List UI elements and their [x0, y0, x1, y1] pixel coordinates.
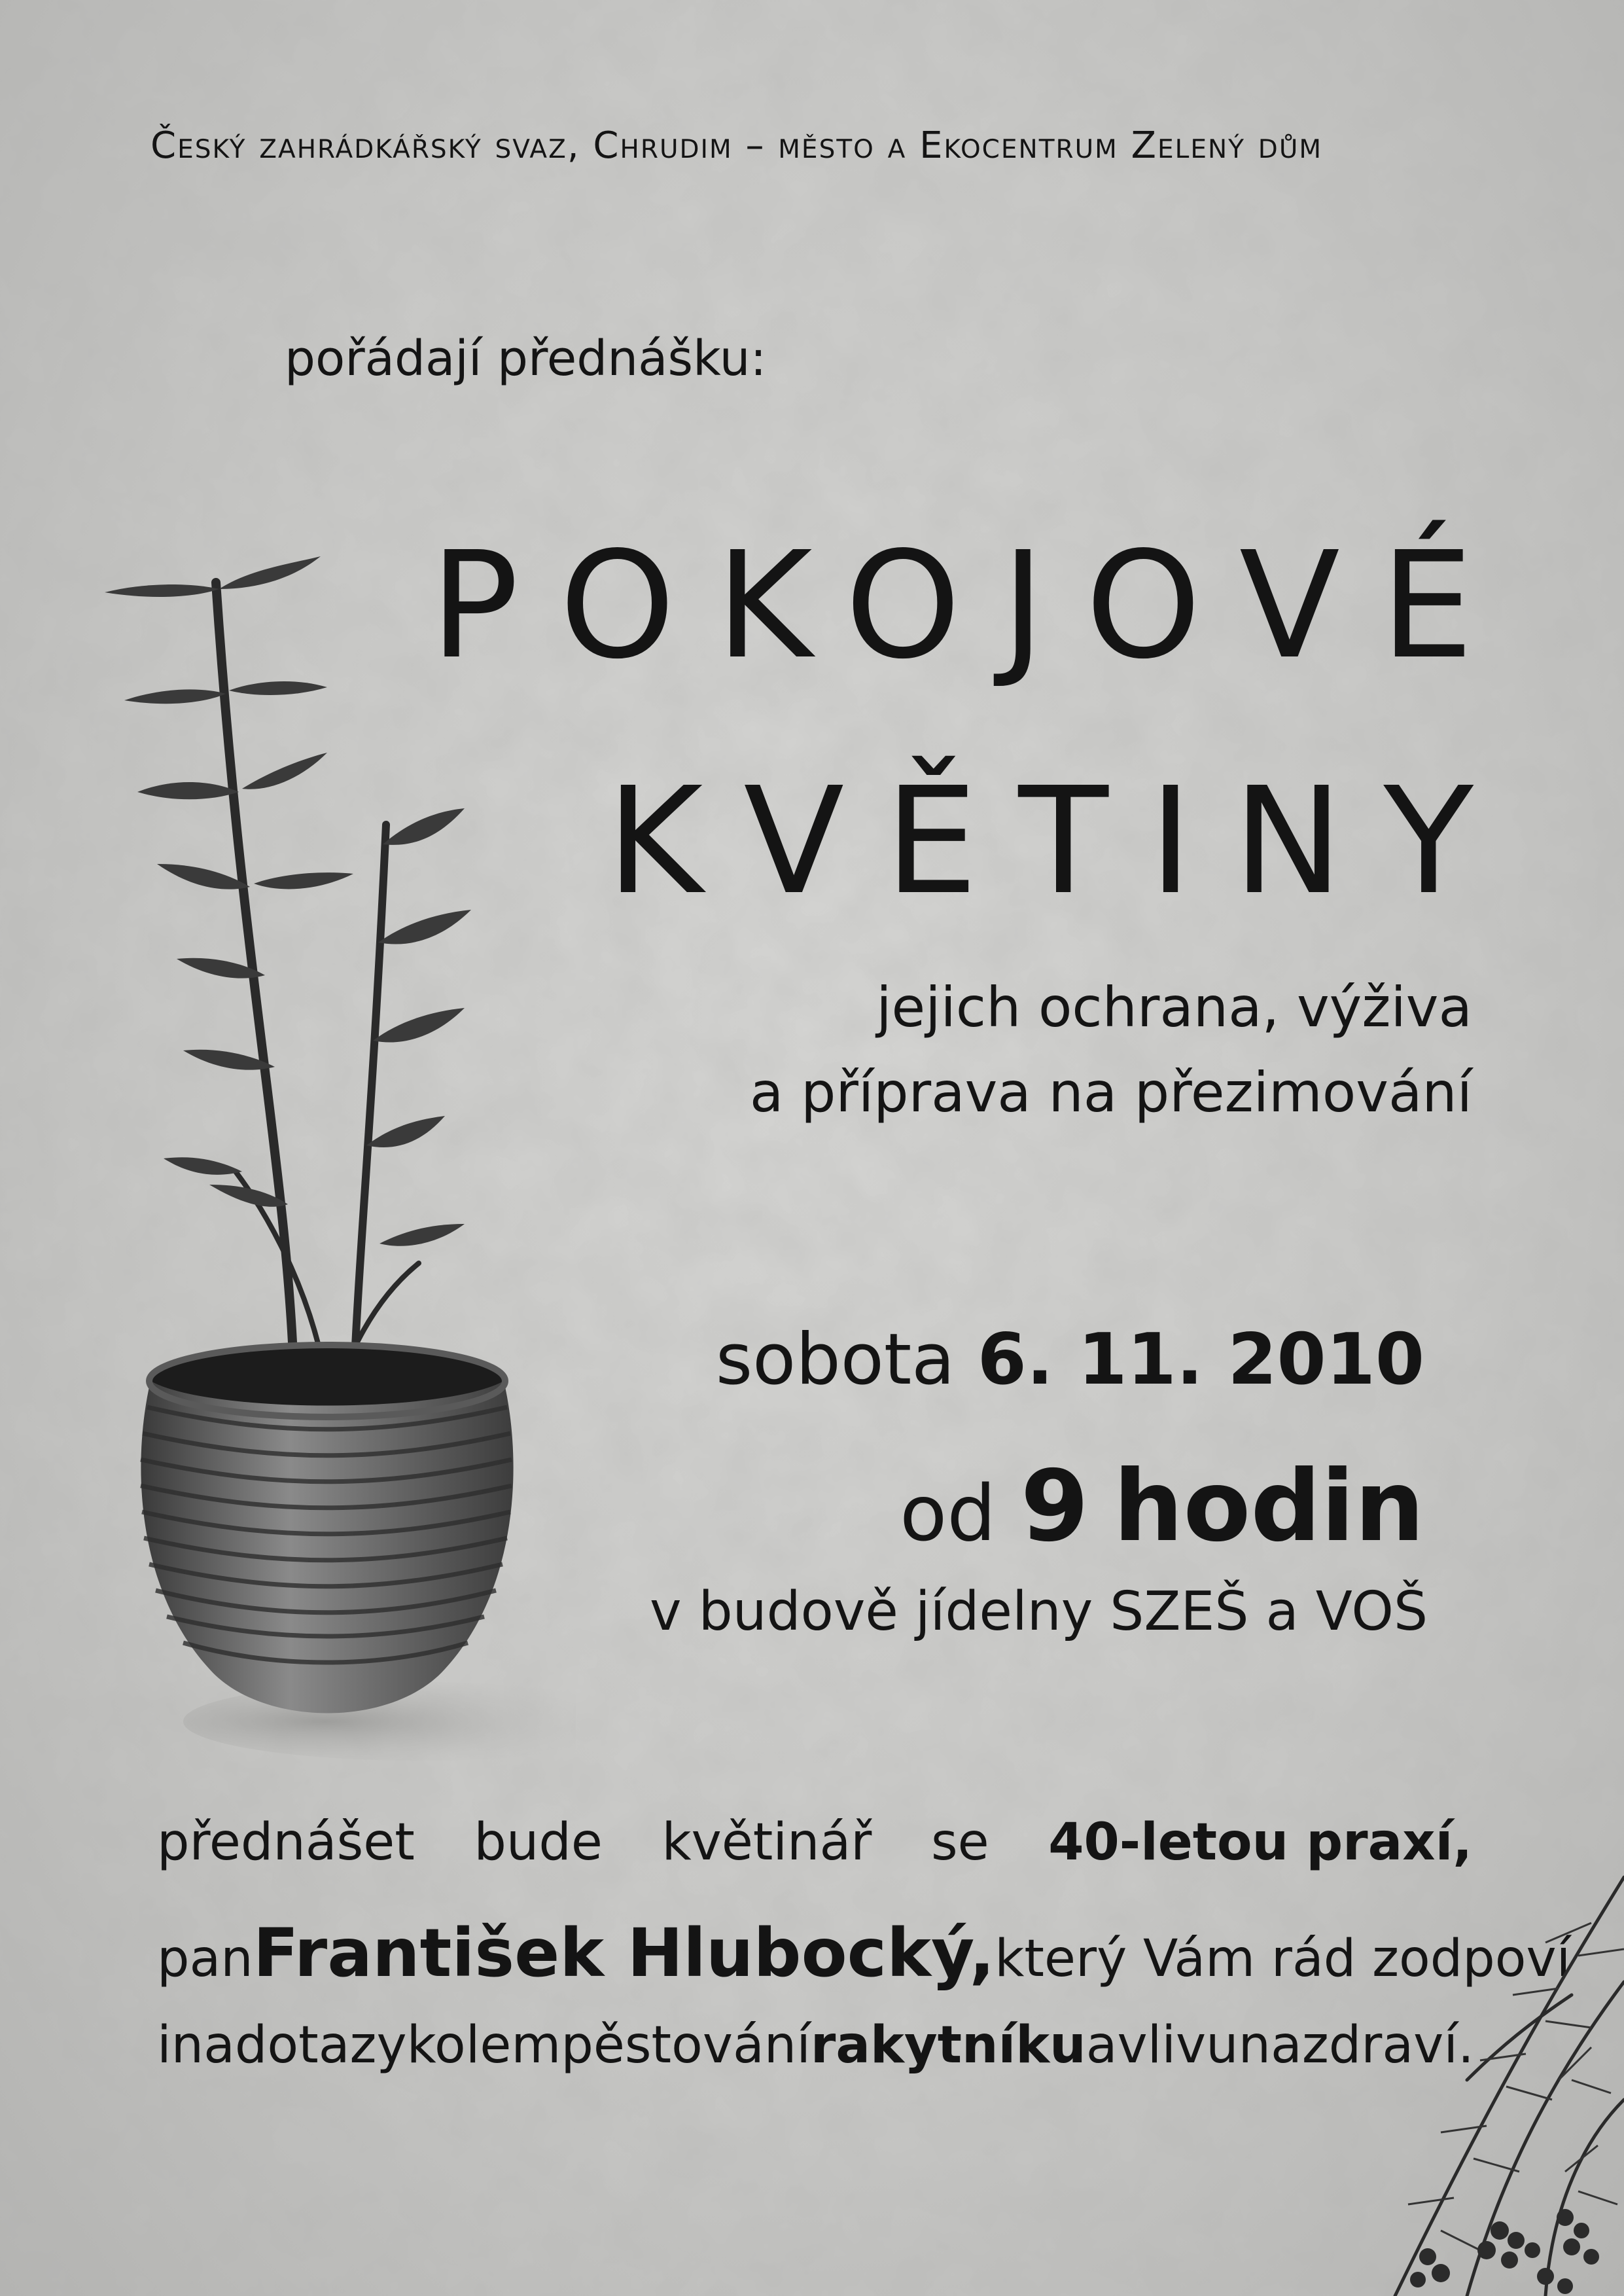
organizers-line: Český zahrádkářský svaz, Chrudim – město a Ekocentrum Zelený dům	[150, 124, 1323, 167]
time-hour: 9	[1020, 1450, 1089, 1564]
word: který Vám rád zodpoví	[995, 1929, 1571, 1988]
lecturer-name: František Hlubocký,	[253, 1914, 995, 1992]
sea-buckthorn-highlight: rakytníku	[810, 2016, 1086, 2075]
event-date	[716, 1319, 1424, 1401]
sea-buckthorn-branch-illustration	[1284, 1864, 1624, 2296]
event-date-value: 6. 11. 2010	[977, 1319, 1424, 1401]
word: bude	[474, 1813, 603, 1872]
event-place: v budově jídelny SZEŠ a VOŠ	[650, 1581, 1428, 1643]
word: se	[930, 1813, 989, 1872]
description-line-3	[157, 2016, 1472, 2075]
event-time	[900, 1450, 1424, 1564]
word: a	[1086, 2016, 1118, 2075]
word: zdraví.	[1301, 2016, 1474, 2075]
title-line-1: POKOJOVÉ	[430, 520, 1514, 692]
experience-highlight: 40-letou praxí,	[1048, 1813, 1472, 1872]
event-day: sobota	[715, 1319, 955, 1401]
word: vlivu	[1117, 2016, 1239, 2075]
potted-plant-illustration	[79, 517, 576, 1761]
word: přednášet	[157, 1813, 415, 1872]
word: pan	[157, 1929, 253, 1988]
time-suffix: hodin	[1113, 1450, 1424, 1564]
word: i	[157, 2016, 171, 2075]
intro-text: pořádají přednášku:	[285, 331, 767, 387]
word: pěstování	[561, 2016, 811, 2075]
title-line-2: KVĚTINY	[606, 756, 1514, 927]
word: kolem	[406, 2016, 561, 2075]
subtitle-line-2: a příprava na přezimování	[749, 1060, 1472, 1124]
word: na	[171, 2016, 235, 2075]
word: dotazy	[234, 2016, 407, 2075]
word: květinář	[662, 1813, 872, 1872]
subtitle-line-1: jejich ochrana, výživa	[876, 975, 1472, 1039]
word: na	[1238, 2016, 1302, 2075]
time-prefix: od	[900, 1468, 997, 1558]
description-line-2	[157, 1914, 1571, 1992]
description-line-1	[157, 1813, 1472, 1872]
